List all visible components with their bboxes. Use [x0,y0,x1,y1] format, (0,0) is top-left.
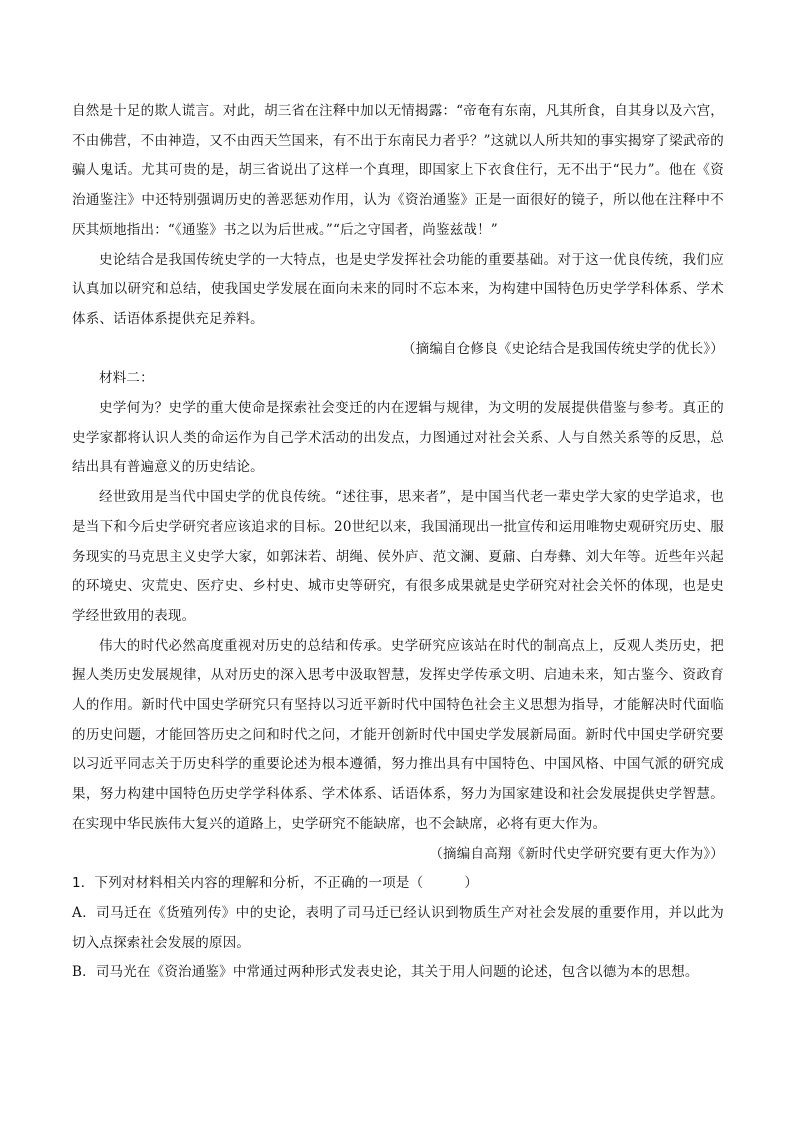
paragraph-great-era: 伟大的时代必然高度重视对历史的总结和传承。史学研究应该站在时代的制高点上，反观人类历史，把握人类历史发展规律，从对历史的深入思考中汲取智慧，发挥史学传承文明、启迪未来，知古鉴今、资政育人的作用。新时代中国史学研究只有坚持以习近平新时代中国特色社会主义思想为指导，才能解决时代面临的历史问题，才能回答历史之问和时代之问，才能开创新时代中国史学发展新局面。新时代中国史学研究要以习近平同志关于历史科学的重要论述为根本遵循，努力推出具有中国特色、中国风格、中国气派的研究成果，努力构建中国特色历史学学科体系、学术体系、话语体系，努力为国家建设和社会发展提供史学智慧。在实现中华民族伟大复兴的道路上，史学研究不能缺席，也不会缺席，必将有更大作为。 [72,637,724,832]
question-1-option-a[interactable]: A．司马迁在《货殖列传》中的史论，表明了司马迁已经认识到物质生产对社会发展的重要作用，并以此为切入点探索社会发展的原因。 [72,904,724,951]
question-1-stem: 1．下列对材料相关内容的理解和分析，不正确的一项是（ ） [72,875,479,892]
document-body [72,97,724,988]
material-2-label: 材料二： [99,370,154,387]
paragraph-mission-of-history: 史学何为？史学的重大使命是探索社会变迁的内在逻辑与规律，为文明的发展提供借鉴与参考。真正的史学家都将认识人类的命运作为自己学术活动的出发点，力图通过对社会关系、人与自然关系等的反思，总结出具有普遍意义的历史结论。 [72,400,724,476]
source-citation-2: （摘编自高翔《新时代史学研究要有更大作为》） [429,845,724,862]
question-1-option-b[interactable]: B．司马光在《资治通鉴》中常通过两种形式发表史论，其关于用人问题的论述，包含以德为本的思想。 [72,964,699,981]
paragraph-practical-application: 经世致用是当代中国史学的优良传统。“述往事，思来者”，是中国当代老一辈史学大家的史学追求，也是当下和今后史学研究者应该追求的目标。20世纪以来，我国涌现出一批宣传和运用唯物史观研究历史、服务现实的马克思主义史学大家，如郭沫若、胡绳、侯外庐、范文澜、夏鼐、白寿彝、刘大年等。近些年兴起的环境史、灾荒史、医疗史、乡村史、城市史等研究，有很多成果就是史学研究对社会关怀的体现，也是史学经世致用的表现。 [72,489,724,624]
paragraph-hu-sanxing: 自然是十足的欺人谎言。对此，胡三省在注释中加以无情揭露：“帝奄有东南，凡其所食，自其身以及六宫，不由佛营，不由神造，又不由西天竺国来，有不出于东南民力者乎？”这就以人所共知的事实揭穿了梁武帝的骗人鬼话。尤其可贵的是，胡三省说出了这样一个真理，即国家上下衣食住行，无不出于“民力”。他在《资治通鉴注》中还特别强调历史的善恶惩劝作用，认为《资治通鉴》正是一面很好的镜子，所以他在注释中不厌其烦地指出：“《通鉴》书之以为后世戒。”“后之守国者，尚鉴兹哉！” [72,103,724,238]
source-citation-1: （摘编自仓修良《史论结合是我国传统史学的优长》） [401,340,724,357]
paragraph-conclusion-material-1: 史论结合是我国传统史学的一大特点，也是史学发挥社会功能的重要基础。对于这一优良传统，我们应认真加以研究和总结，使我国史学发展在面向未来的同时不忘本来，为构建中国特色历史学学科体系、学术体系、话语体系提供充足养料。 [72,251,724,327]
